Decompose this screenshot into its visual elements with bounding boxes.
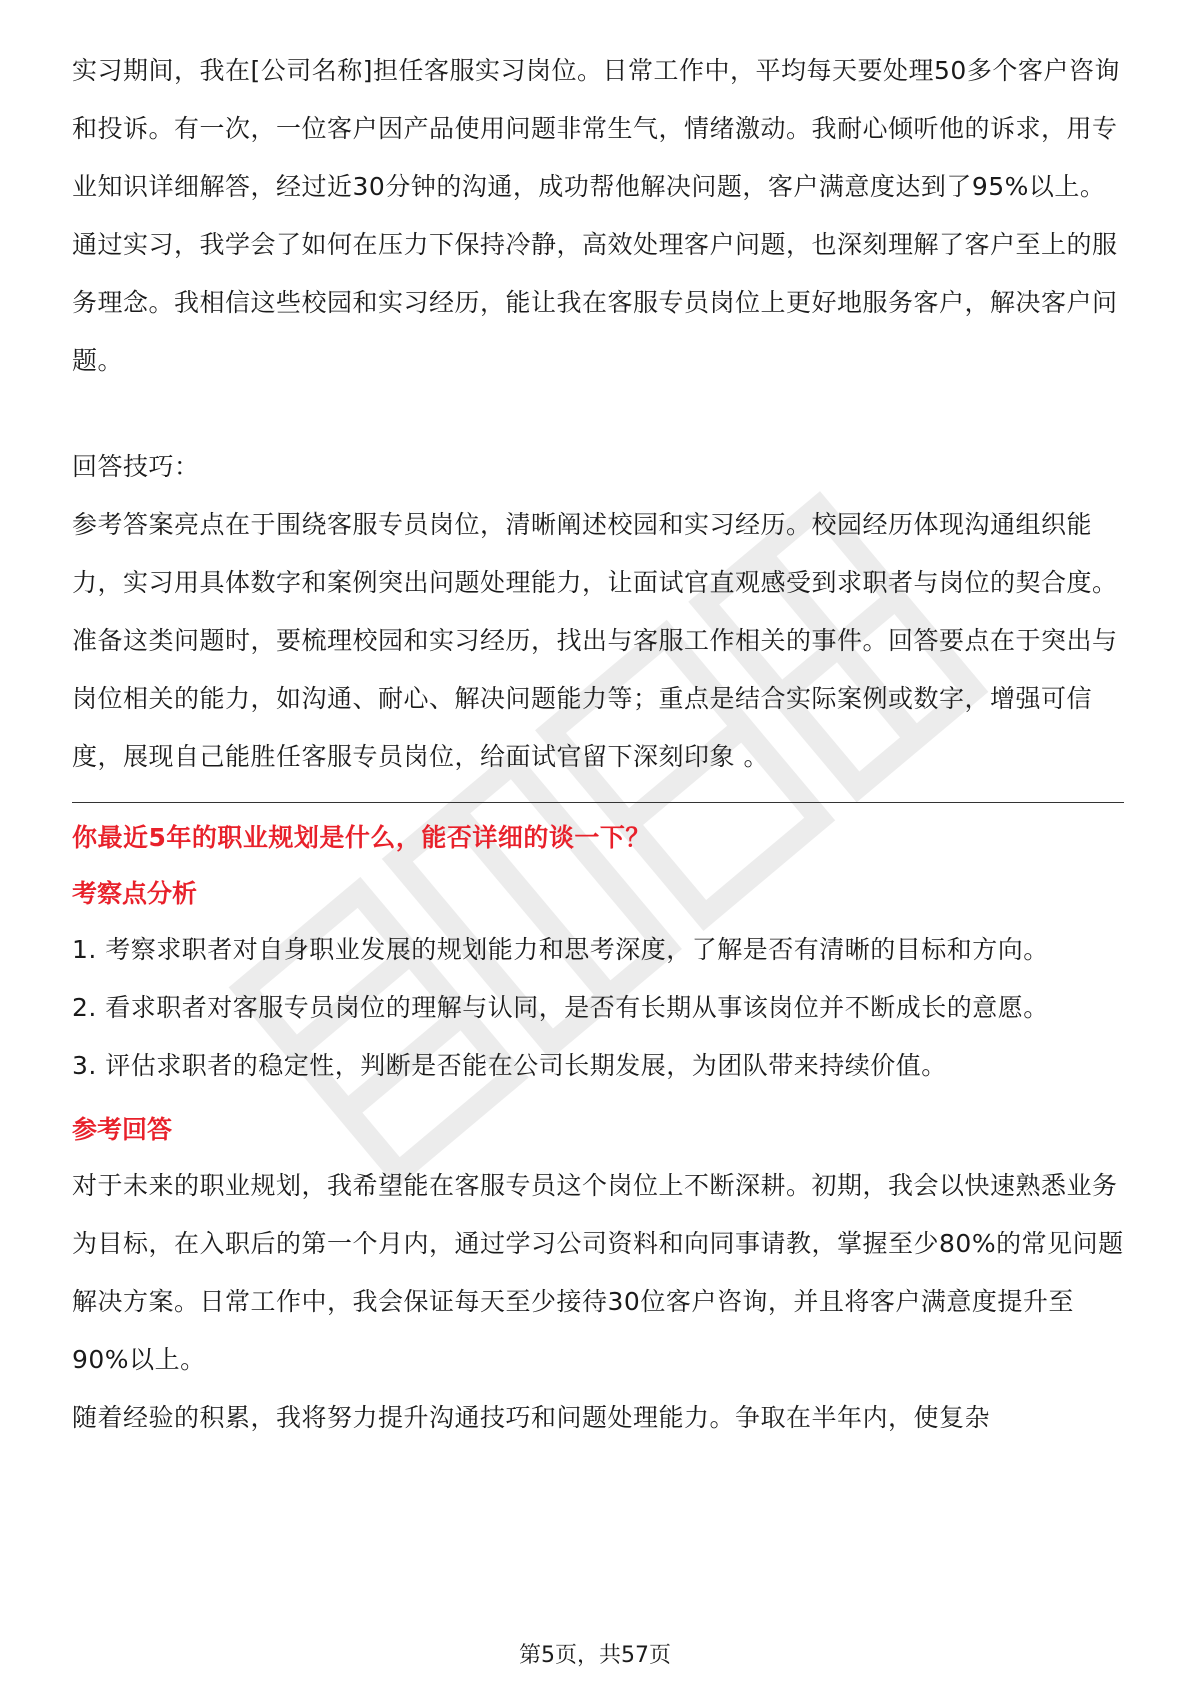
spacer bbox=[72, 390, 1124, 438]
analysis-item-1: 1. 考察求职者对自身职业发展的规划能力和思考深度，了解是否有清晰的目标和方向。 bbox=[72, 935, 1049, 964]
answer-paragraph: 实习期间，我在[公司名称]担任客服实习岗位。日常工作中，平均每天要处理50多个客户咨询和投诉。有一次，一位客户因产品使用问题非常生气，情绪激动。我耐心倾听他的诉求，用专业知识详细解答，经过近30分钟的沟通，成功帮他解决问题，客户满意度达到了95%以上。通过实习，我学会了如何在压力下保持冷静，高效处理客户问题，也深刻理解了客户至上的服务理念。我相信这些校园和实习经历，能让我在客服专员岗位上更好地服务客户，解决客户问题。 bbox=[72, 56, 1120, 375]
reference-heading: 参考回答 bbox=[72, 1115, 173, 1144]
main-content bbox=[72, 42, 1124, 1447]
question-heading: 你最近5年的职业规划是什么，能否详细的谈一下？ bbox=[72, 823, 651, 852]
page-footer: 第5页，共57页 bbox=[519, 1643, 671, 1668]
tips-label: 回答技巧： bbox=[72, 452, 200, 481]
analysis-heading: 考察点分析 bbox=[72, 879, 198, 908]
tips-text: 参考答案亮点在于围绕客服专员岗位，清晰阐述校园和实习经历。校园经历体现沟通组织能力，实习用具体数字和案例突出问题处理能力，让面试官直观感受到求职者与岗位的契合度。准备这类问题时，要梳理校园和实习经历，找出与客服工作相关的事件。回答要点在于突出与岗位相关的能力，如沟通、耐心、解决问题能力等；重点是结合实际案例或数字，增强可信度，展现自己能胜任客服专员岗位，给面试官留下深刻印象 。 bbox=[72, 510, 1118, 771]
spacer bbox=[72, 1095, 1124, 1103]
reference-paragraph-2: 随着经验的积累，我将努力提升沟通技巧和问题处理能力。争取在半年内，使复杂 bbox=[72, 1403, 991, 1432]
section-divider bbox=[72, 802, 1124, 803]
analysis-item-2: 2. 看求职者对客服专员岗位的理解与认同，是否有长期从事该岗位并不断成长的意愿。 bbox=[72, 993, 1049, 1022]
reference-paragraph-1: 对于未来的职业规划，我希望能在客服专员这个岗位上不断深耕。初期，我会以快速熟悉业务为目标，在入职后的第一个月内，通过学习公司资料和向同事请教，掌握至少80%的常见问题解决方案。日常工作中，我会保证每天至少接待30位客户咨询，并且将客户满意度提升至90%以上。 bbox=[72, 1171, 1124, 1374]
analysis-item-3: 3. 评估求职者的稳定性，判断是否能在公司长期发展，为团队带来持续价值。 bbox=[72, 1051, 947, 1080]
